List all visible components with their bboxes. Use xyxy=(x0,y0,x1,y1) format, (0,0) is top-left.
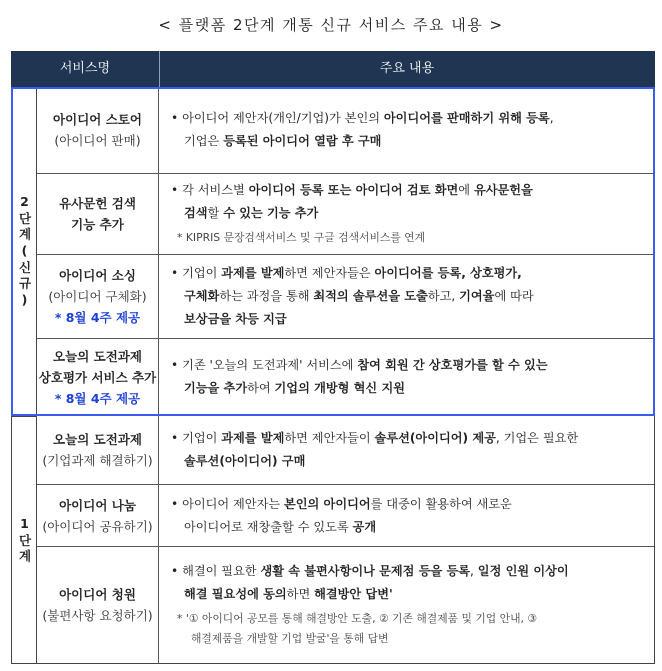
description-text: • 기업이 xyxy=(171,266,222,280)
description-emphasis: 생활 속 불편사항이나 문제점 등을 등록 xyxy=(260,564,471,578)
service-name-cell xyxy=(37,485,159,546)
description-text: , xyxy=(549,111,554,125)
description-line xyxy=(171,308,645,331)
description-line xyxy=(171,516,645,539)
service-name: 아이디어 나눔 xyxy=(59,497,136,513)
service-name-cell xyxy=(37,547,159,663)
service-name-cell xyxy=(37,174,159,254)
description-text: • 아이디어 제안자는 xyxy=(171,496,284,511)
description-line xyxy=(171,354,645,377)
description-emphasis: 기능을 추가 xyxy=(184,381,248,395)
description-text: • 기업이 xyxy=(171,431,222,445)
table-row xyxy=(37,485,655,547)
service-subtitle: (아이디어 공유하기) xyxy=(42,518,153,534)
service-name-cell xyxy=(37,416,159,484)
description-text: 하면 제안자들이 xyxy=(284,431,375,445)
service-name: 아이디어 청원 xyxy=(59,587,136,602)
description-footnote: * '① 아이디어 공모를 통해 해결방안 도출, ② 기존 해결제품 및 기업 안내, ③ xyxy=(177,612,538,625)
description-text: 를 대중이 활용하여 새로운 xyxy=(370,496,512,511)
description-text: 에 xyxy=(458,183,474,197)
description-text: , xyxy=(470,564,478,578)
service-name: 유사문헌 검색 xyxy=(59,196,136,211)
service-description-cell xyxy=(159,174,655,254)
service-description-cell xyxy=(159,547,655,663)
description-emphasis: 본인의 아이디어 xyxy=(284,496,371,511)
service-description-cell xyxy=(159,255,655,338)
service-name: 아이디어 스토어 xyxy=(53,112,142,127)
description-text: 에 따라 xyxy=(494,289,534,303)
service-subtitle: (기업과제 해결하기) xyxy=(42,453,153,468)
description-line xyxy=(171,377,645,400)
description-footnote: * KIPRIS 문장검색서비스 및 구글 검색서비스를 연계 xyxy=(177,231,426,244)
description-emphasis: 해결 필요성에 동의 xyxy=(184,587,287,601)
description-emphasis: 최적의 솔루션을 도출 xyxy=(313,289,428,303)
table-row xyxy=(37,339,655,416)
description-line xyxy=(171,583,645,606)
stage1-label-cell xyxy=(11,416,37,664)
service-schedule-note: * 8월 4주 제공 xyxy=(54,390,141,406)
description-emphasis: 아이디어 등록 또는 아이디어 검토 화면 xyxy=(248,183,459,197)
description-line xyxy=(171,202,645,225)
description-line xyxy=(171,179,645,202)
description-text: 하면 xyxy=(286,587,315,601)
description-line xyxy=(171,427,645,450)
description-text: 기업은 xyxy=(184,134,224,148)
service-description-cell xyxy=(159,87,655,173)
table-row xyxy=(37,416,655,485)
description-line xyxy=(171,285,645,308)
service-subtitle: 상호평가 서비스 추가 xyxy=(38,369,157,385)
description-emphasis: 솔루션(아이디어) 제공 xyxy=(374,431,496,445)
service-name: 아이디어 소싱 xyxy=(59,268,136,283)
description-line xyxy=(171,262,645,285)
description-text: , 기업은 필요한 xyxy=(495,431,579,445)
description-text: 하여 xyxy=(247,381,275,395)
service-name-cell xyxy=(37,339,159,415)
description-emphasis: 아이디어를 등록, 상호평가, xyxy=(374,266,522,280)
description-line xyxy=(171,560,645,583)
table-row xyxy=(37,255,655,339)
service-name-cell xyxy=(37,87,159,173)
description-text: • 각 서비스별 xyxy=(171,183,249,197)
description-emphasis: 공개 xyxy=(352,519,377,534)
description-emphasis: 검색 xyxy=(184,206,208,220)
service-description-cell xyxy=(159,339,655,415)
description-emphasis: 과제를 발제 xyxy=(221,431,285,445)
service-name-cell xyxy=(37,255,159,338)
description-emphasis: 기업의 개방형 혁신 지원 xyxy=(274,381,405,395)
table-row xyxy=(37,174,655,255)
stage2-label-cell xyxy=(11,87,37,416)
description-line xyxy=(171,450,645,473)
service-subtitle: (불편사항 요청하기) xyxy=(42,608,153,623)
service-name: 오늘의 도전과제 xyxy=(53,348,142,364)
description-text: 하고, xyxy=(427,289,460,303)
description-emphasis: 기여율 xyxy=(459,289,495,303)
description-emphasis: 보상금을 차등 지급 xyxy=(184,312,287,326)
stage2-label: 2단계(신규) xyxy=(17,193,32,310)
service-schedule-note: * 8월 4주 제공 xyxy=(54,310,141,325)
description-footnote: 해결제품을 개발할 기업 발굴'을 통해 답변 xyxy=(191,632,389,645)
description-emphasis: 유사문헌을 xyxy=(473,183,533,197)
service-subtitle: (아이디어 구체화) xyxy=(48,289,147,304)
description-text: • 기존 '오늘의 도전과제' 서비스에 xyxy=(171,358,358,372)
service-subtitle: 기능 추가 xyxy=(71,217,124,232)
page-title: < 플랫폼 2단계 개통 신규 서비스 주요 내용 > xyxy=(158,16,504,34)
description-emphasis: 일정 인원 이상이 xyxy=(477,564,569,578)
description-emphasis: 솔루션(아이디어) 구매 xyxy=(184,454,306,468)
header-service-name: 서비스명 xyxy=(11,51,160,87)
description-text: • 아이디어 제안자(개인/기업)가 본인의 xyxy=(171,111,384,125)
description-emphasis: 해결방안 답변' xyxy=(314,587,393,601)
table-header xyxy=(11,51,655,87)
description-line xyxy=(171,493,645,516)
service-description-cell xyxy=(159,416,655,484)
description-emphasis: 과제를 발제 xyxy=(221,266,285,280)
description-emphasis: 구체화 xyxy=(184,289,220,303)
description-emphasis: 수 있는 기능 추가 xyxy=(223,206,319,220)
service-table xyxy=(11,51,655,664)
service-name: 오늘의 도전과제 xyxy=(53,432,142,447)
table-row xyxy=(37,87,655,174)
header-main-content: 주요 내용 xyxy=(379,61,435,76)
table-row xyxy=(37,547,655,664)
service-description-cell xyxy=(159,485,655,546)
description-text: 할 xyxy=(207,206,224,220)
description-text: 하는 과정을 통해 xyxy=(219,289,314,303)
stage1-label: 1단계 xyxy=(17,515,32,565)
description-text: 아이디어로 재창출할 수 있도록 xyxy=(184,519,353,534)
service-subtitle: (아이디어 판매) xyxy=(54,133,141,148)
description-text: 하면 제안자들은 xyxy=(284,266,375,280)
description-emphasis: 등록된 아이디어 열람 후 구매 xyxy=(223,134,382,148)
description-emphasis: 아이디어를 판매하기 위해 등록 xyxy=(383,111,550,125)
description-line xyxy=(171,130,645,153)
description-line xyxy=(171,107,645,130)
description-emphasis: 참여 회원 간 상호평가를 할 수 있는 xyxy=(357,358,548,372)
description-text: • 해결이 필요한 xyxy=(171,564,261,578)
